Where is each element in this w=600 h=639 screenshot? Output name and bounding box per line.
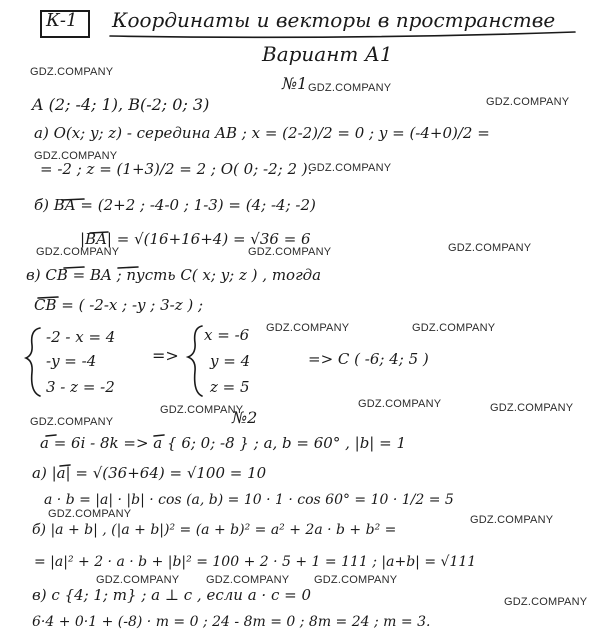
watermark: GDZ.COMPANY [308, 162, 392, 174]
system1-eq1: -2 - x = 4 [46, 328, 116, 346]
task2-a-line1: а) |a| = √(36+64) = √100 = 10 [32, 464, 267, 482]
task2-c-line1: в) c {4; 1; m} ; a ⊥ c , если a · c = 0 [32, 586, 311, 604]
task1-b-line1: б) BA = (2+2 ; -4-0 ; 1-3) = (4; -4; -2) [34, 196, 316, 214]
watermark: GDZ.COMPANY [48, 508, 132, 520]
task1-number: №1 [282, 74, 308, 93]
vector-bar-a-norm [60, 465, 70, 466]
watermark: GDZ.COMPANY [206, 574, 290, 586]
vector-bar-a-given [46, 435, 56, 436]
vector-bar-cb [64, 267, 84, 268]
watermark: GDZ.COMPANY [308, 82, 392, 94]
watermark: GDZ.COMPANY [504, 596, 588, 608]
underline-title [110, 32, 575, 37]
watermark: GDZ.COMPANY [490, 402, 574, 414]
system2-eq3: z = 5 [210, 378, 250, 396]
system1-brace [26, 328, 40, 396]
task2-a-line2: a · b = |a| · |b| · cos (a, b) = 10 · 1 · cos 60° = 10 · 1/2 = 5 [44, 492, 454, 508]
task1-c-line1: в) CB = BA ; пусть C( x; y; z ) , тогда [26, 266, 322, 284]
watermark: GDZ.COMPANY [160, 404, 244, 416]
task1-given: A (2; -4; 1), B(-2; 0; 3) [32, 95, 210, 114]
system2-eq2: y = 4 [210, 352, 251, 370]
system2-brace [188, 326, 202, 396]
watermark: GDZ.COMPANY [486, 96, 570, 108]
watermark: GDZ.COMPANY [96, 574, 180, 586]
watermark: GDZ.COMPANY [34, 150, 118, 162]
watermark: GDZ.COMPANY [248, 246, 332, 258]
watermark: GDZ.COMPANY [30, 416, 114, 428]
variant-label: К-1 [46, 10, 78, 31]
task1-c-line2: CB = ( -2-x ; -y ; 3-z ) ; [34, 296, 204, 314]
watermark: GDZ.COMPANY [266, 322, 350, 334]
watermark: GDZ.COMPANY [314, 574, 398, 586]
task1-a-line1: а) O(x; y; z) - середина AB ; x = (2-2)/2 = 0 ; y = (-4+0)/2 = [34, 124, 490, 142]
system1-eq3: 3 - z = -2 [46, 378, 115, 396]
variant-title: Вариант А1 [262, 42, 393, 66]
task2-c-line2: 6·4 + 0·1 + (-8) · m = 0 ; 24 - 8m = 0 ; 8m = 24 ; m = 3. [32, 614, 431, 630]
watermark: GDZ.COMPANY [30, 66, 114, 78]
vector-bar-ba [62, 199, 84, 200]
task2-b-line2: = |a|² + 2 · a · b + |b|² = 100 + 2 · 5 + 1 = 111 ; |a+b| = √111 [34, 554, 477, 570]
vector-bar-ba-abs [90, 232, 108, 233]
system2-eq1: x = -6 [204, 326, 250, 344]
page-title: Координаты и векторы в пространстве [112, 8, 556, 32]
implies-arrow: => [152, 346, 179, 365]
watermark: GDZ.COMPANY [412, 322, 496, 334]
vector-bar-a-brace [154, 435, 164, 436]
watermark: GDZ.COMPANY [358, 398, 442, 410]
task2-b-line1: б) |a + b| , (|a + b|)² = (a + b)² = a² + 2a · b + b² = [32, 522, 397, 538]
task1-result: => C ( -6; 4; 5 ) [308, 350, 429, 368]
task1-b-line2: |BA| = √(16+16+4) = √36 = 6 [80, 230, 311, 248]
watermark: GDZ.COMPANY [36, 246, 120, 258]
watermark: GDZ.COMPANY [448, 242, 532, 254]
task2-given: a = 6i - 8k => a { 6; 0; -8 } ; a, b = 60° , |b| = 1 [40, 434, 406, 452]
vector-bar-cb-2 [38, 297, 58, 298]
vector-bar-ba-2 [118, 267, 138, 268]
system1-eq2: -y = -4 [46, 352, 97, 370]
task2-number: №2 [232, 408, 258, 427]
task1-a-line2: = -2 ; z = (1+3)/2 = 2 ; O( 0; -2; 2 ). [40, 160, 313, 178]
watermark: GDZ.COMPANY [470, 514, 554, 526]
